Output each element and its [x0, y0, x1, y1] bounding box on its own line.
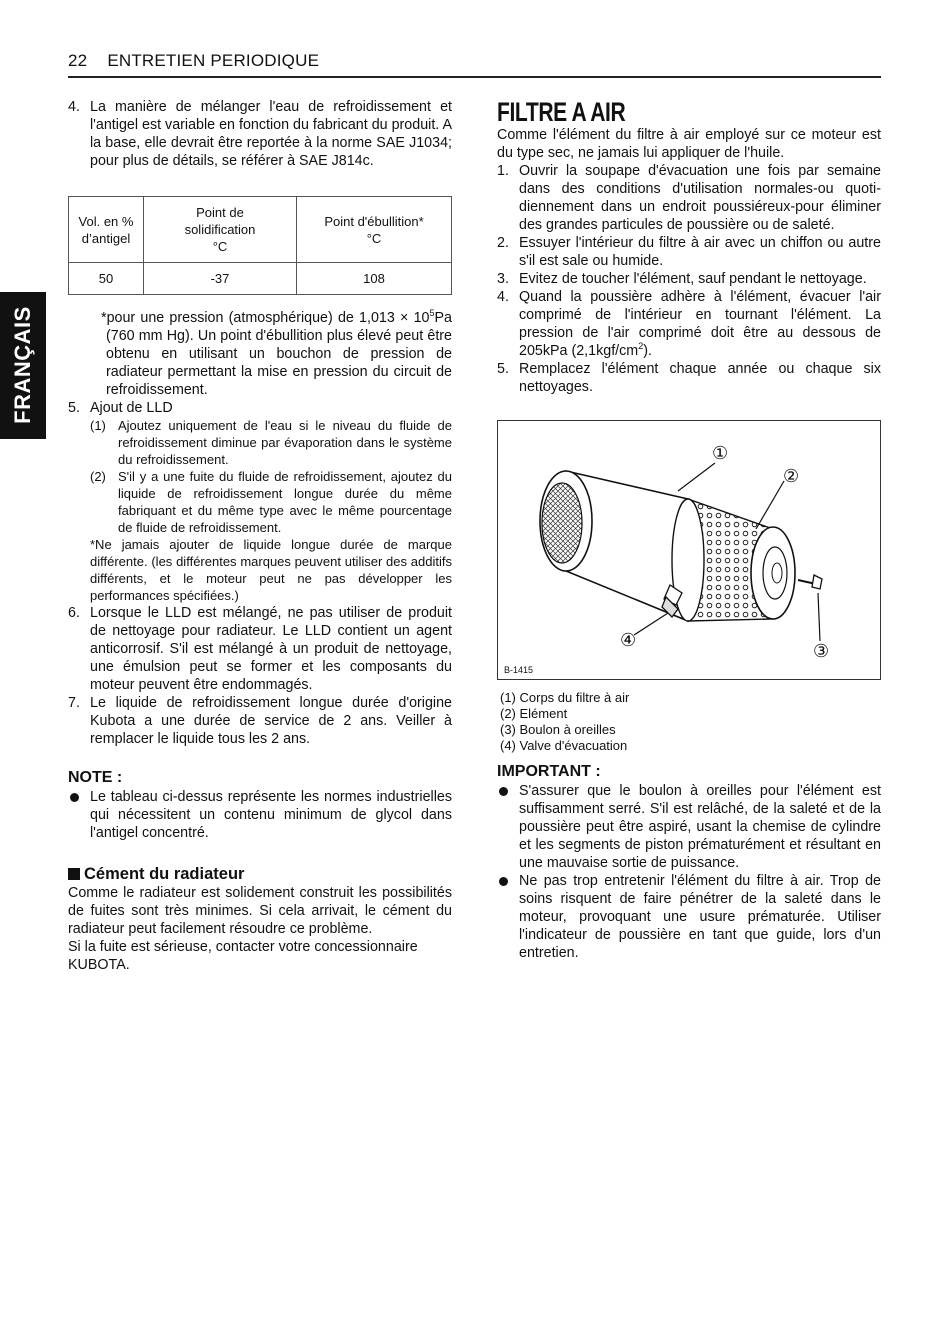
step-5: 5. Remplacez l'élément chaque année ou chaque six nettoyages.: [497, 361, 881, 395]
sub-item-2: (2) S'il y a une fuite du fluide de refroidissement, ajoutez du liquide de refroidissement longue durée du même fabriquant et du même type avec le même pourcentage de fluide de refroidissement.: [90, 469, 452, 535]
sub-item-1: (1) Ajoutez uniquement de l'eau si le niveau du fluide de refroidissement diminue par évaporation dans le système du refroidissement.: [90, 418, 452, 467]
caption-item: (1) Corps du filtre à air: [500, 690, 630, 705]
callout-4: ④: [620, 630, 637, 650]
list-number: 4.: [68, 99, 80, 115]
caption-item: (4) Valve d'évacuation: [500, 738, 628, 753]
air-filter-figure: [497, 420, 881, 680]
list-text: La manière de mélanger l'eau de refroidissement et l'antigel est variable en fonction du fabricant du produit. A la base, elle devrait être reportée à la norme SAE J1034; pour plus de détails, se référer à SAE J814c.: [90, 99, 452, 169]
right-column: [497, 98, 881, 962]
antifreeze-table: [68, 196, 452, 295]
cement-heading: Cément du radiateur: [68, 864, 452, 884]
table-header-cell: Vol. en % d’antigel: [69, 197, 144, 263]
figure-captions: [497, 690, 881, 754]
bullet-icon: [70, 793, 79, 802]
table-header-cell: Point de solidification °C: [144, 197, 297, 263]
table-cell: 108: [297, 263, 452, 295]
caption-item: (3) Boulon à oreilles: [500, 722, 616, 737]
step-3: 3. Evitez de toucher l'élément, sauf pendant le nettoyage.: [497, 271, 867, 287]
step-4: 4. Quand la poussière adhère à l'élément, évacuer l'air comprimé de l'intérieur en tournant l'élément. La pression de l'air comprimé doit être au dessous de 205kPa $(2,1kgf/cm^2)$.: [497, 289, 881, 359]
page-header: [68, 50, 881, 78]
bullet-icon: [499, 787, 508, 796]
note-heading: NOTE :: [68, 769, 123, 786]
callout-3: ③: [813, 641, 830, 661]
callout-2: ②: [783, 466, 800, 486]
square-bullet-icon: [68, 868, 80, 880]
important-bullet-2: Ne pas trop entretenir l'élément du filtre à air. Trop de soins risquent de faire pénétrer de la saleté dans le moteur, provoquant une usure prématurée. Utiliser l'indicateur de poussière en tant que guide, lors d'un entretien.: [497, 872, 881, 962]
figure-id: B-1415: [504, 665, 534, 675]
note-bullet: Le tableau ci-dessus représente les normes industrielles qui nécessitent un contenu minimum de glycol dans l'antigel concentré.: [68, 788, 452, 842]
table-cell: 50: [69, 263, 144, 295]
language-tab-label: FRANÇAIS: [10, 306, 35, 424]
sub-note: *Ne jamais ajouter de liquide longue durée de marque différente. (les différentes marques peuvent utiliser des additifs différents, et le moteur peut ne pas développer les performances spécifiées.): [90, 537, 452, 603]
list-item-4: [68, 98, 452, 170]
important-bullet-1: S'assurer que le boulon à oreilles pour l'élément est suffisamment serré. S'il est relâché, de la saleté et de la poussière peut être aspiré, usant la chemise de cylindre et les segments de piston prématurément et résultant en une mauvaise sortie de puissance.: [497, 782, 881, 872]
caption-item: (2) Elément: [500, 706, 568, 721]
page-number: 22: [68, 51, 88, 70]
bullet-icon: [499, 877, 508, 886]
intro-paragraph: Comme l'élément du filtre à air employé sur ce moteur est du type sec, ne jamais lui appliquer de l'huile.: [497, 127, 881, 161]
cement-paragraph-2: Si la fuite est sérieuse, contacter votre concessionnaire KUBOTA.: [68, 939, 418, 973]
section-title: ENTRETIEN PERIODIQUE: [107, 51, 320, 70]
language-tab: [0, 292, 46, 439]
step-2: 2. Essuyer l'intérieur du filtre à air avec un chiffon ou autre s'il est sale ou humide.: [497, 235, 881, 269]
cement-paragraph-1: Comme le radiateur est solidement construit les possibilités de fuites sont très minimes. Si cela arrivait, le cément du radiateur peut facilement résoudre ce problème.: [68, 885, 452, 937]
important-heading: IMPORTANT :: [497, 763, 601, 780]
left-column: [68, 98, 452, 974]
table-cell: -37: [144, 263, 297, 295]
list-item-7: 7. Le liquide de refroidissement longue durée d'origine Kubota a une durée de service de 2 ans. Veiller à remplacer le liquide tous les 2 ans.: [68, 695, 452, 747]
list-item-5: 5. Ajout de LLD: [68, 400, 173, 416]
step-1: 1. Ouvrir la soupape d'évacuation une fois par semaine dans des conditions d'utilisation normales-ou quoti-diennement dans un endroit poussiéreux-pour éliminer des grandes particules de poussière ou de saleté.: [497, 163, 881, 233]
list-item-6: 6. Lorsque le LLD est mélangé, ne pas utiliser de produit de nettoyage pour radiateur. Le LLD contient un agent anticorrosif. S'il est mélangé à un produit de nettoyage, une émulsion peut se former et les composants du moteur peuvent être endommagés.: [68, 605, 452, 693]
table-header-cell: Point d'ébullition* °C: [297, 197, 452, 263]
callout-1: ①: [712, 443, 729, 463]
table-footnote: *pour une pression (atmosphérique) de $1,013 \times 10^5Pa$ (760 mm Hg). Un point d'ébullition plus élevé peut être obtenu en utilisant un bouchon de pression de radiateur permettant la mise en pression du circuit de refroidissement.: [101, 308, 452, 398]
section-heading: FILTRE A AIR: [497, 97, 626, 127]
